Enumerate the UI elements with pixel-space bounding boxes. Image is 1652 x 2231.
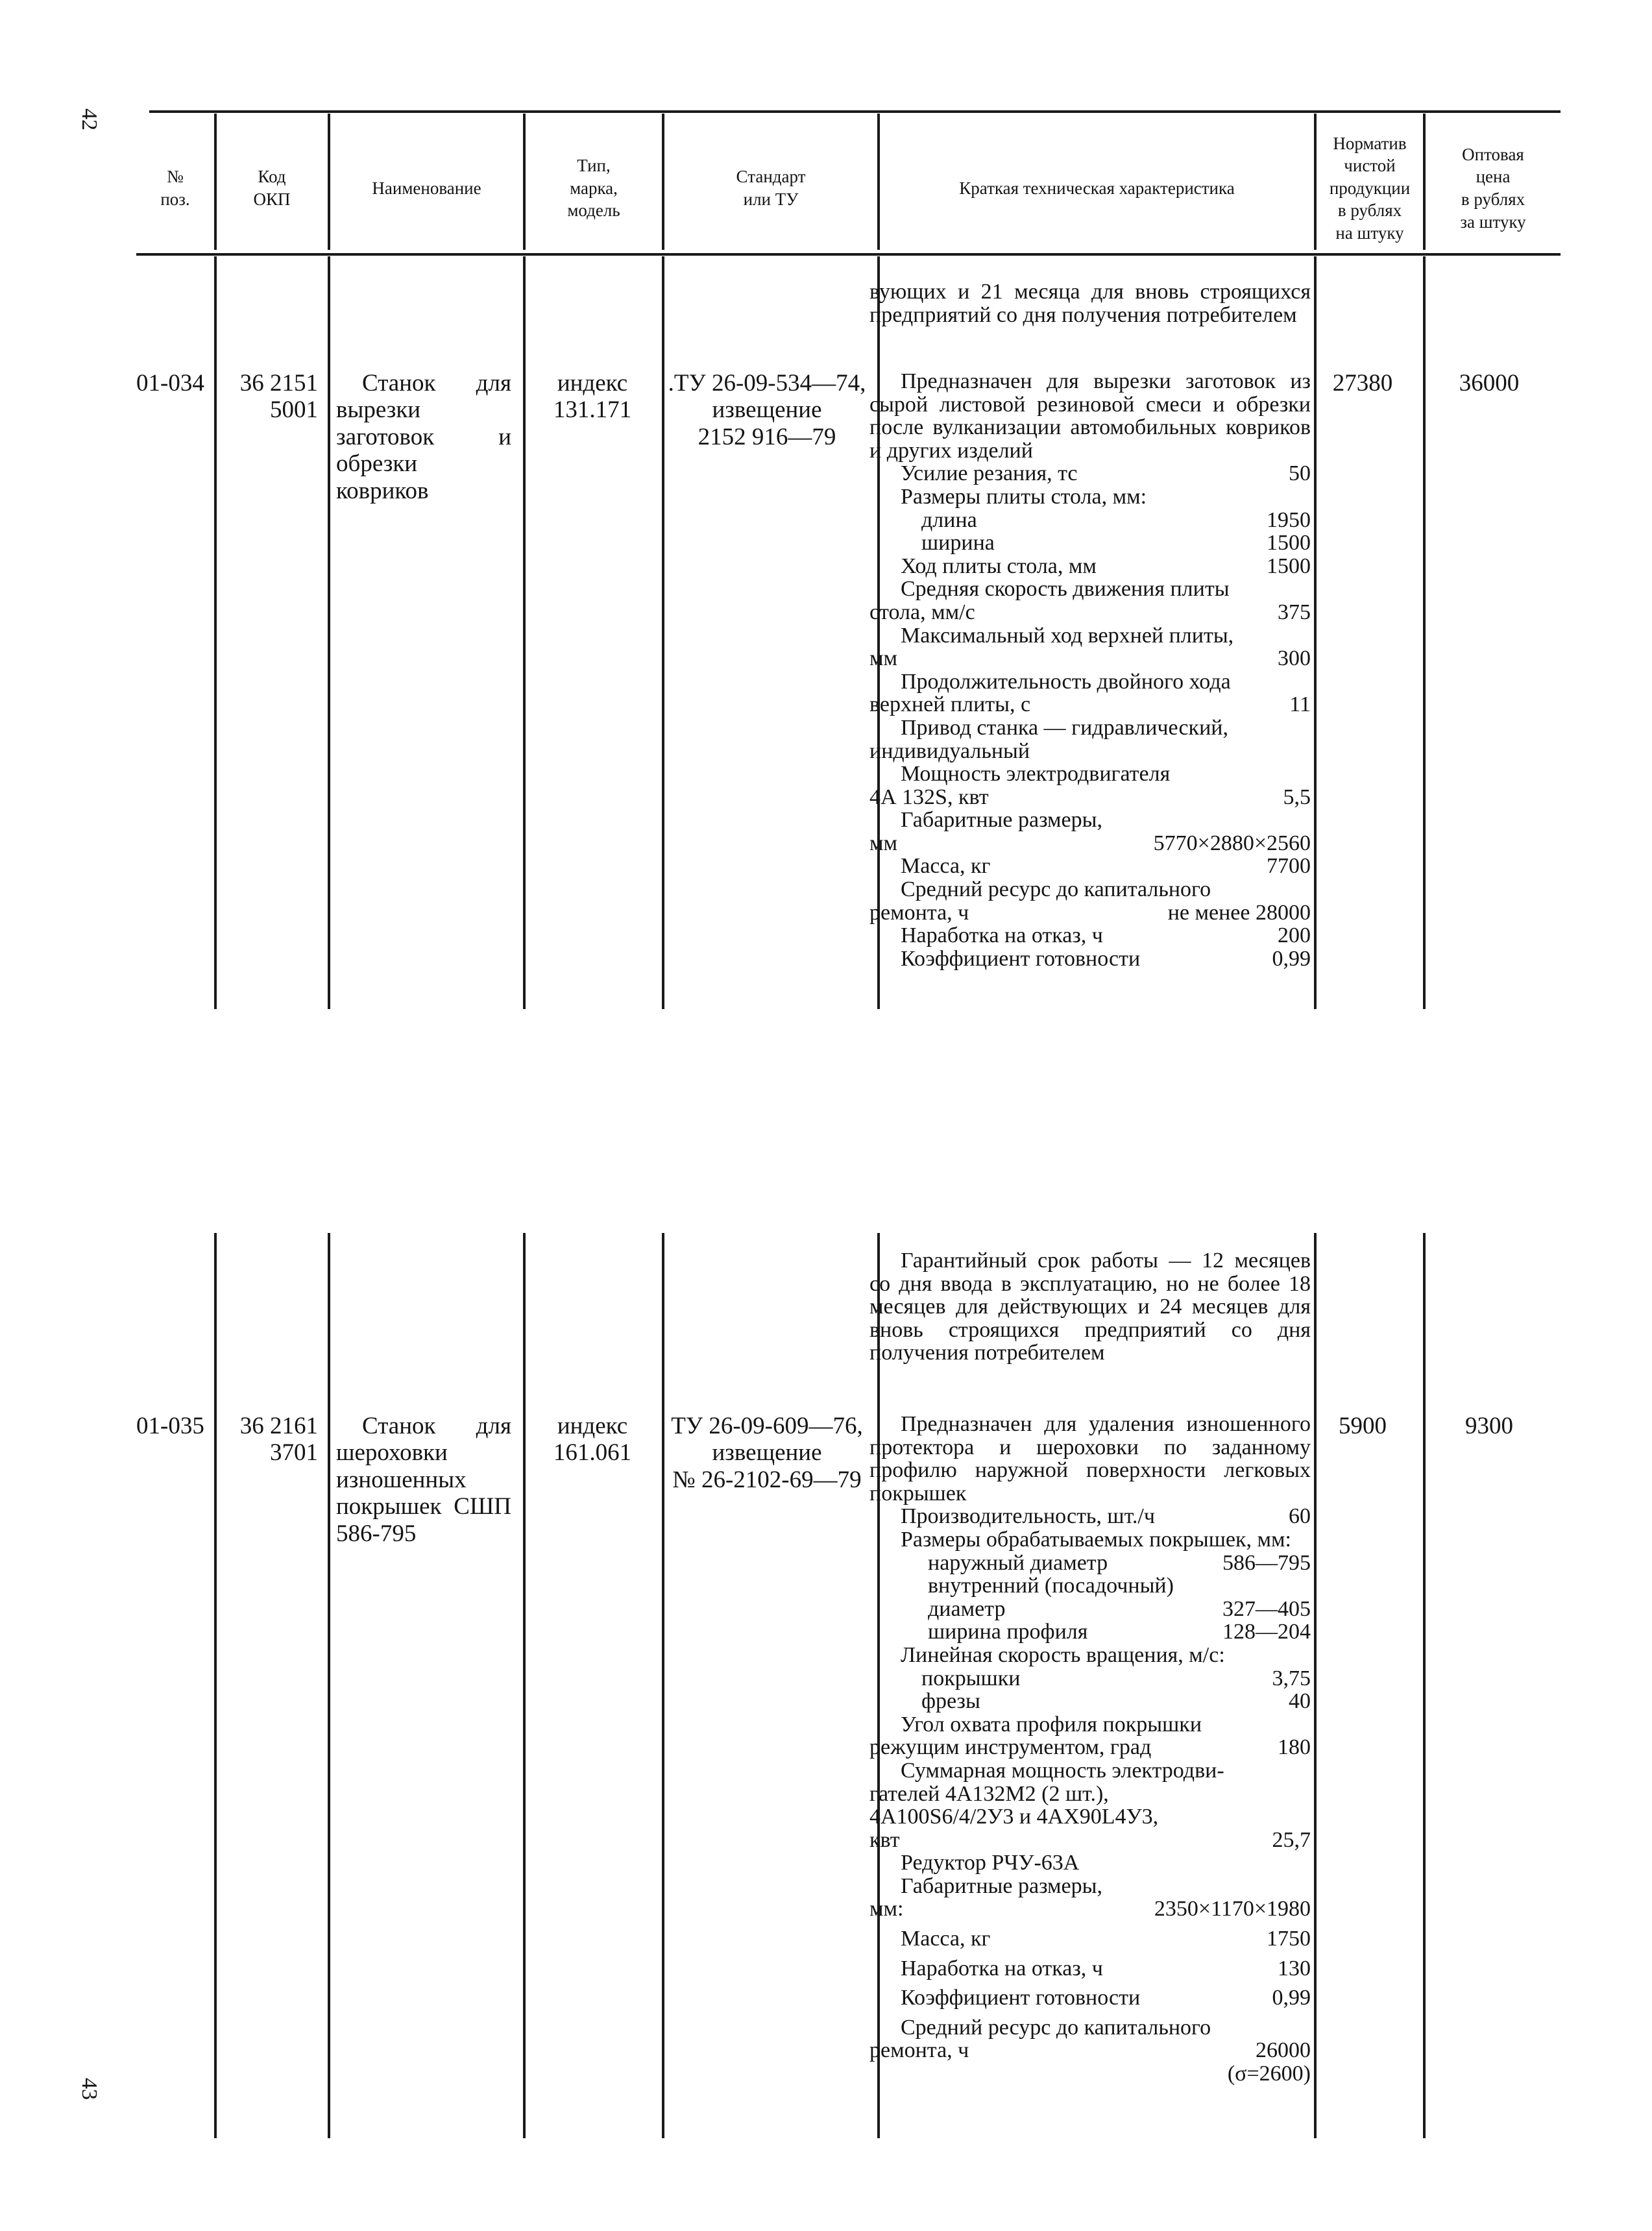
column-divider: [328, 256, 330, 1009]
spec-row: Привод станка — гидравлический,: [901, 715, 1228, 740]
spec-row: (σ=2600): [1227, 2062, 1311, 2086]
item-norm: 27380: [1332, 370, 1393, 396]
spec-row: Мощность электродвигателя: [901, 762, 1171, 786]
item-price: 9300: [1465, 1413, 1513, 1439]
item-warranty: [869, 1249, 1311, 1365]
spec-row: Средний ресурс до капитального: [901, 877, 1211, 902]
spec-row: ширина профиля 128—204: [928, 1620, 1311, 1644]
column-divider: [1423, 256, 1426, 1009]
item-code: 36 2161 3701: [239, 1413, 318, 1467]
spec-row: мм 300: [869, 646, 1311, 671]
column-divider: [1423, 1233, 1426, 2138]
item-purpose: Предназначен для вырезки заготовок из сырой листовой резиновой смеси и обрезки после вулканизации автомобильных ковриков и других изделий: [869, 369, 1311, 463]
item-type: индекс 131.171: [553, 370, 632, 424]
spec-row: Линейная скорость вращения, м/с:: [901, 1642, 1225, 1667]
spec-row: Суммарная мощность электродви-: [901, 1758, 1224, 1783]
spec-row: Угол охвата профиля покрышки: [901, 1712, 1202, 1737]
spec-row: мм: 2350×1170×1980: [869, 1897, 1311, 1921]
column-divider: [1314, 256, 1317, 1009]
spec-row: мм 5770×2880×2560: [869, 831, 1311, 855]
column-divider: [662, 1233, 664, 2138]
spec-row: покрышки 3,75: [921, 1666, 1311, 1690]
item-code: 36 2151 5001: [239, 370, 318, 424]
spec-row: ширина 1500: [921, 531, 1311, 555]
spec-row: режущим инструментом, град 180: [869, 1735, 1311, 1760]
spec-row: Коэффициент готовности 0,99: [901, 946, 1311, 971]
continuation-text: [869, 280, 1311, 326]
table-top-rule: [149, 110, 1561, 113]
spec-row: Наработка на отказ, ч 200: [901, 923, 1311, 948]
column-divider: [1314, 1233, 1317, 2138]
page-number-top: 42: [77, 108, 101, 130]
spec-row: Габаритные размеры,: [901, 808, 1102, 833]
spec-row: Масса, кг 1750: [901, 1927, 1311, 1951]
spec-row: индивидуальный: [869, 738, 1030, 763]
spec-row: Продолжительность двойного хода: [901, 669, 1231, 694]
item-standard: ТУ 26-09-609—76, извещение № 26-2102-69—79: [671, 1413, 863, 1493]
item-description: [869, 1413, 1311, 2086]
item-price: 36000: [1459, 370, 1520, 396]
header-price: Оптовая цена в рублях за штуку: [1460, 144, 1526, 232]
column-divider: [662, 256, 664, 1009]
spec-row: длина 1950: [921, 507, 1311, 532]
spec-row: ремонта, ч 26000: [869, 2038, 1311, 2063]
column-divider: [523, 256, 526, 1009]
item-standard: .ТУ 26-09-534—74, извещение 2152 916—79: [668, 370, 866, 450]
spec-row: Коэффициент готовности 0,99: [901, 1986, 1311, 2010]
header-name: Наименование: [372, 178, 481, 198]
spec-row: Производительность, шт./ч 60: [901, 1504, 1311, 1529]
item-number: 01-035: [136, 1413, 204, 1439]
column-divider: [214, 1233, 217, 2138]
item-name: Станок для шероховки изношенных покрышек СШП 586-795: [336, 1413, 511, 1547]
item-number: 01-034: [136, 370, 204, 396]
header-code: Код ОКП: [253, 167, 291, 209]
spec-row: наружный диаметр 586—795: [928, 1550, 1311, 1575]
spec-row: верхней плиты, с 11: [869, 692, 1311, 717]
item-purpose: Предназначен для удаления изношенного протектора и шероховки по заданному профилю наружной поверхности легковых покрышек: [869, 1412, 1311, 1506]
spec-row: Средний ресурс до капитального: [901, 2015, 1211, 2040]
spec-row: Масса, кг 7700: [901, 854, 1311, 879]
header-no: № поз.: [160, 167, 190, 209]
warranty-paragraph: Гарантийный срок работы — 12 месяцев со дня ввода в эксплуатацию, но не более 18 месяцев для действующих и 24 месяцев для вновь строящихся предприятий со дня получения потребителем: [869, 1249, 1311, 1365]
item-description: [869, 370, 1311, 970]
spec-row: Размеры обрабатываемых покрышек, мм:: [901, 1527, 1291, 1552]
spec-row: диаметр 327—405: [928, 1596, 1311, 1621]
column-divider: [328, 1233, 330, 2138]
header-specs: Краткая техническая характеристика: [959, 178, 1235, 198]
spec-row: Габаритные размеры,: [901, 1873, 1102, 1898]
spec-row: Средняя скорость движения плиты: [901, 577, 1230, 602]
spec-row: Наработка на отказ, ч 130: [901, 1956, 1311, 1981]
spec-row: стола, мм/с 375: [869, 600, 1311, 624]
spec-row: 4А 132S, квт 5,5: [869, 785, 1311, 809]
item-type: индекс 161.061: [553, 1413, 632, 1467]
spec-row: Максимальный ход верхней плиты,: [901, 623, 1234, 648]
spec-row: фрезы 40: [921, 1689, 1311, 1714]
spec-row: Усилие резания, тс 50: [901, 461, 1311, 486]
spec-row: Редуктор РЧУ-63А: [901, 1851, 1080, 1875]
spec-row: внутренний (посадочный): [928, 1574, 1174, 1598]
column-divider: [214, 256, 217, 1009]
header-standard: Стандарт или ТУ: [736, 167, 806, 209]
spec-row: Размеры плиты стола, мм:: [901, 484, 1147, 509]
spec-row: 4А100S6/4/2У3 и 4АХ90L4У3,: [869, 1805, 1159, 1829]
header-norm: Норматив чистой продукции в рублях на штуку: [1329, 133, 1411, 243]
column-divider: [523, 1233, 526, 2138]
spec-row: гателей 4А132М2 (2 шт.),: [869, 1781, 1109, 1806]
continuation-paragraph: вующих и 21 месяца для вновь строящихся предприятий со дня получения потребителем: [869, 280, 1311, 327]
item-name: Станок для вырезки заготовок и обрезки ковриков: [336, 370, 511, 504]
header-type: Тип, марка, модель: [567, 156, 620, 221]
spec-row: Ход плиты стола, мм 1500: [901, 554, 1311, 578]
spec-row: квт 25,7: [869, 1827, 1311, 1852]
item-norm: 5900: [1339, 1413, 1387, 1439]
spec-row: ремонта, ч не менее 28000: [869, 900, 1311, 925]
page-number-bottom: 43: [77, 2078, 101, 2100]
